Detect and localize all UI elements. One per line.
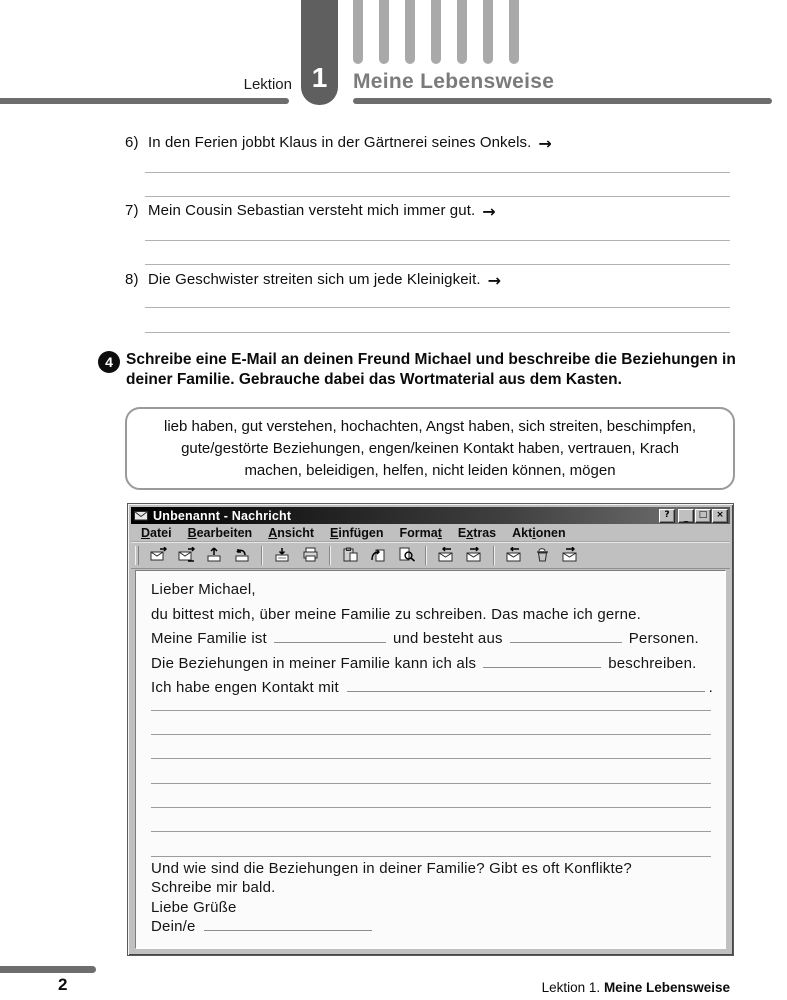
menu-datei[interactable]: Datei: [141, 525, 172, 540]
email-line-with-blanks: Meine Familie ist und besteht aus Personen.: [151, 630, 699, 647]
post-icon[interactable]: [200, 544, 228, 566]
toolbar-separator: [261, 546, 263, 565]
previous-item-icon[interactable]: [432, 544, 460, 566]
fill-in-blank[interactable]: [347, 678, 705, 692]
arrow-icon: →: [538, 134, 552, 153]
close-button[interactable]: ×: [712, 509, 728, 523]
lesson-number-badge: [301, 0, 338, 105]
menu-bar: [131, 524, 730, 542]
word-material-box: lieb haben, gut verstehen, hochachten, Angst haben, sich streiten, beschimpfen, gute/gestörte Beziehungen, engen/keinen Kontakt haben, vertrauen, Krach machen, beleidigen, helfen, nicht leiden können, mögen: [125, 407, 735, 490]
minimize-button[interactable]: _: [678, 509, 694, 523]
menu-ansicht[interactable]: Ansicht: [268, 525, 315, 540]
fill-in-blank[interactable]: [510, 629, 622, 643]
item-number: 6): [125, 134, 139, 151]
envelope-icon: [134, 510, 148, 521]
answer-line: [145, 196, 730, 197]
email-line-with-blanks: Die Beziehungen in meiner Familie kann ich als beschreiben.: [151, 654, 697, 672]
toolbar-separator: [329, 546, 331, 565]
email-line: Schreibe mir bald.: [151, 879, 276, 897]
email-line: Liebe Grüße: [151, 898, 237, 916]
ruled-line: [151, 832, 711, 856]
menu-aktionen[interactable]: Aktionen: [512, 525, 566, 540]
find-icon[interactable]: [392, 544, 420, 566]
footer-bar: [0, 966, 96, 973]
item-number: 7): [125, 202, 139, 219]
email-signature-line: Dein/e: [151, 917, 713, 937]
toolbar-separator: [493, 546, 495, 565]
next-item-icon[interactable]: [460, 544, 488, 566]
fill-in-blank[interactable]: [274, 629, 386, 643]
item-text: Die Geschwister streiten sich um jede Kleinigkeit.: [148, 271, 481, 288]
email-message-area[interactable]: [135, 570, 726, 949]
menu-bearbeiten[interactable]: Bearbeiten: [187, 525, 253, 540]
toolbar: [131, 542, 730, 569]
exercise-item-6: [125, 134, 552, 153]
task-number-badge: 4: [98, 351, 120, 373]
email-closing: [151, 859, 713, 937]
header-decoration-bars: [353, 0, 519, 64]
page-number: 2: [58, 975, 68, 994]
ruled-line: [151, 759, 711, 783]
print-icon[interactable]: [296, 544, 324, 566]
ruled-line: [151, 784, 711, 808]
header-rule-left: [0, 98, 289, 104]
answer-line: [145, 332, 730, 333]
email-salutation: Lieber Michael,: [151, 581, 256, 598]
answer-line: [145, 240, 730, 241]
answer-line: [145, 264, 730, 265]
exercise-item-8: [125, 271, 501, 290]
send-receive-icon[interactable]: [172, 544, 200, 566]
window-titlebar[interactable]: [131, 507, 730, 524]
ruled-line: [151, 735, 711, 759]
reply-rotate-icon[interactable]: [228, 544, 256, 566]
reply-icon[interactable]: [500, 544, 528, 566]
answer-line: [145, 307, 730, 308]
exercise-item-7: [125, 202, 496, 221]
lesson-title: Meine Lebensweise: [353, 70, 555, 93]
maximize-button[interactable]: □: [695, 509, 711, 523]
save-icon[interactable]: [268, 544, 296, 566]
menu-format[interactable]: Format: [399, 525, 442, 540]
fill-in-blank[interactable]: [204, 917, 372, 931]
toolbar-grip[interactable]: [135, 546, 139, 565]
send-icon[interactable]: [144, 544, 172, 566]
writing-lines[interactable]: [151, 687, 713, 857]
help-button[interactable]: ?: [659, 509, 675, 523]
menu-einfuegen[interactable]: Einfügen: [330, 525, 384, 540]
ruled-line: [151, 808, 711, 832]
paste-icon[interactable]: [336, 544, 364, 566]
item-text: Mein Cousin Sebastian versteht mich immer gut.: [148, 202, 476, 219]
email-window: [127, 503, 734, 956]
lektion-label: Lektion: [243, 76, 292, 93]
forward-icon[interactable]: [556, 544, 584, 566]
footer-lesson-reference: Lektion 1. Meine Lebensweise: [541, 980, 730, 995]
item-text: In den Ferien jobbt Klaus in der Gärtnerei seines Onkels.: [148, 134, 532, 151]
lesson-number: 1: [311, 62, 328, 93]
ruled-line: [151, 711, 711, 735]
delete-icon[interactable]: [528, 544, 556, 566]
toolbar-separator: [425, 546, 427, 565]
header-rule-right: [353, 98, 772, 104]
menu-extras[interactable]: Extras: [457, 525, 497, 540]
arrow-icon: →: [482, 202, 496, 221]
item-number: 8): [125, 271, 139, 288]
undo-icon[interactable]: [364, 544, 392, 566]
email-line-with-blanks: Ich habe engen Kontakt mit .: [151, 679, 713, 696]
answer-line: [145, 172, 730, 173]
email-line: du bittest mich, über meine Familie zu schreiben. Das mache ich gerne.: [151, 605, 642, 623]
task-instruction: Schreibe eine E-Mail an deinen Freund Michael und beschreibe die Beziehungen in deiner Familie. Gebrauche dabei das Wortmaterial aus dem Kasten.: [126, 351, 736, 388]
email-line: Und wie sind die Beziehungen in deiner Familie? Gibt es oft Konflikte?: [151, 859, 632, 877]
window-title: Unbenannt - Nachricht: [153, 508, 292, 523]
fill-in-blank[interactable]: [483, 654, 601, 668]
arrow-icon: →: [487, 271, 502, 290]
